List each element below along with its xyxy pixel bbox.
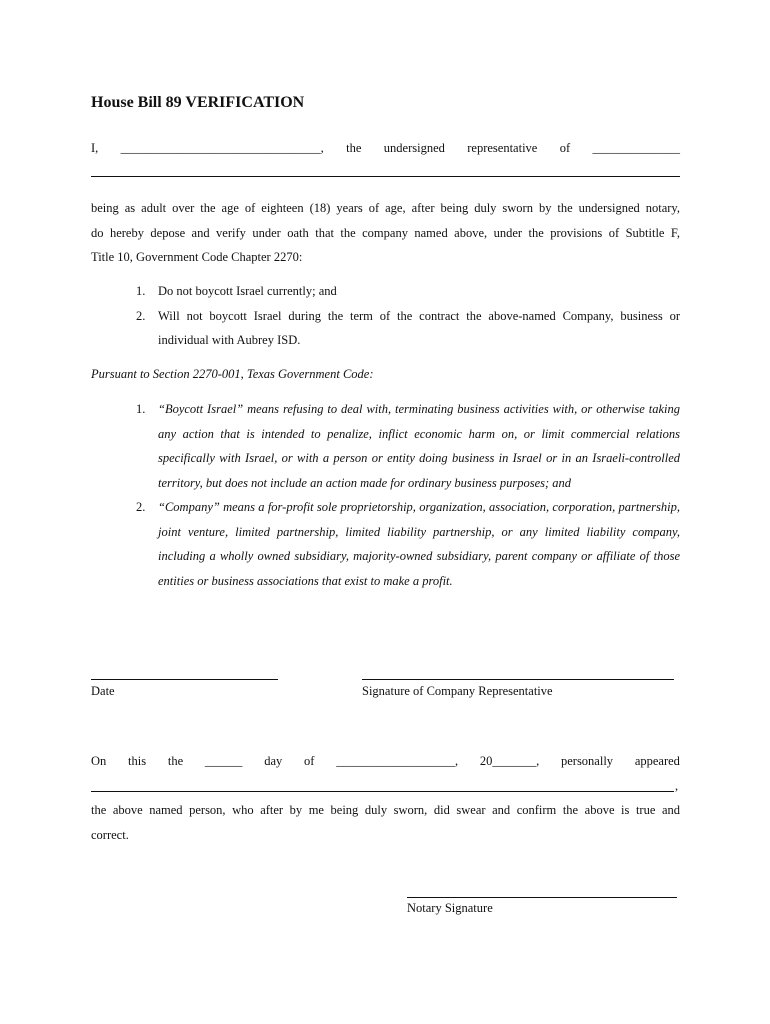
list-item-text: Do not boycott Israel currently; and: [158, 284, 337, 298]
oath-line-2: do hereby depose and verify under oath that the company named above, under the provisions of Subtitle F,: [91, 225, 680, 240]
jurat-day-blank[interactable]: ______: [204, 754, 243, 768]
notary-signature-label: Notary Signature: [407, 901, 493, 915]
intro-line: [91, 141, 680, 156]
appeared-line-comma: ,: [675, 779, 679, 793]
appeared-person-name-line[interactable]: [91, 791, 674, 792]
representative-signature-label: Signature of Company Representative: [362, 684, 553, 698]
jurat-closing-line-2: correct.: [91, 828, 129, 842]
list-item: [0, 304, 680, 353]
oath-line-3: Title 10, Government Code Chapter 2270:: [91, 250, 303, 264]
list-item: [0, 279, 680, 304]
jurat-month-blank[interactable]: ___________________,: [336, 754, 459, 768]
affiant-name-blank[interactable]: ________________________________,: [120, 141, 324, 155]
date-label: Date: [91, 684, 115, 698]
jurat-year-blank[interactable]: 20_______,: [479, 754, 540, 768]
jurat-word: appeared: [634, 754, 680, 768]
jurat-word: day: [264, 754, 283, 768]
definitions-list: [0, 397, 770, 593]
representative-signature-line[interactable]: [362, 679, 674, 680]
list-item-number: 1.: [136, 284, 146, 298]
jurat-line: [91, 754, 680, 769]
jurat-closing-line-1: the above named person, who after by me being duly sworn, did swear and confirm the above is true and: [91, 803, 680, 817]
jurat-word: personally: [560, 754, 614, 768]
list-item-text: “Company” means a for-profit sole proprietorship, organization, association, corporation, partnership, joint venture, limited partnership, limited liability partnership, or any limited liability company, including a wholly owned subsidiary, majority-owned subsidiary, parent company or affiliate of those entities or business associations that exist to make a profit.: [158, 500, 680, 588]
intro-word-of: of: [559, 141, 571, 155]
list-item-number: 2.: [136, 500, 146, 514]
intro-i-label: I,: [91, 141, 99, 155]
intro-word-representative: representative: [467, 141, 538, 155]
notary-signature-line[interactable]: [407, 897, 677, 898]
list-item: [0, 495, 680, 593]
document-title: House Bill 89 VERIFICATION: [91, 94, 305, 111]
jurat-word: the: [167, 754, 184, 768]
list-item-number: 2.: [136, 308, 146, 323]
oath-paragraph: [91, 196, 680, 270]
jurat-word: On: [91, 754, 107, 768]
list-item-text: “Boycott Israel” means refusing to deal with, terminating business activities with, or otherwise taking any action that is intended to penalize, inflict economic harm on, or limit commercial relations specifically with Israel, or with a person or entity doing business in Israel or in an Israeli-controlled territory, but does not include an action made for ordinary business purposes; and: [158, 402, 680, 490]
commitments-list: [0, 279, 770, 353]
intro-word-undersigned: undersigned: [383, 141, 445, 155]
jurat-word: this: [128, 754, 147, 768]
oath-line-1: being as adult over the age of eighteen (18) years of age, after being duly sworn by the undersigned notary,: [91, 201, 680, 215]
company-name-blank[interactable]: ______________: [592, 141, 680, 155]
intro-word-the: the: [346, 141, 362, 155]
list-item-number: 1.: [136, 402, 146, 416]
date-signature-line[interactable]: [91, 679, 278, 680]
list-item-text: Will not boycott Israel during the term of the contract the above-named Company, business or individual with Aubrey ISD.: [158, 308, 680, 347]
company-name-continuation-line[interactable]: [91, 176, 680, 177]
pursuant-heading: Pursuant to Section 2270-001, Texas Government Code:: [91, 367, 374, 381]
jurat-word: of: [304, 754, 315, 768]
list-item: [0, 397, 680, 495]
